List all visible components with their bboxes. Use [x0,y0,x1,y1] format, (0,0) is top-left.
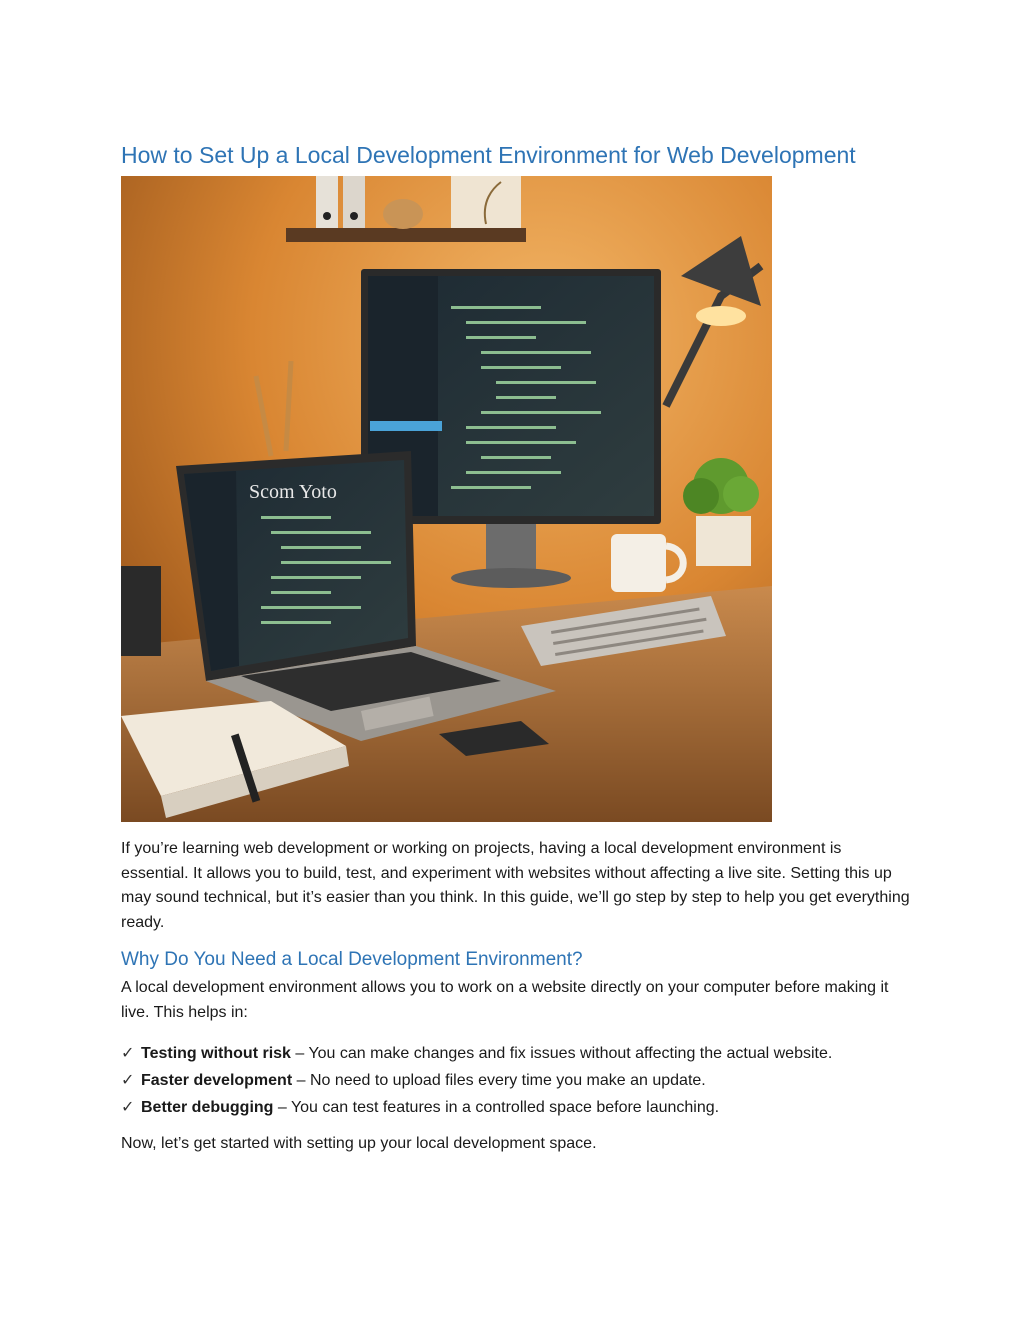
benefit-desc: – No need to upload files every time you make an update. [292,1072,706,1089]
laptop-screen-text: Scom Yoto [249,481,337,503]
list-item [121,1094,941,1121]
check-icon: ✓ [121,1072,135,1089]
hero-image [121,176,772,822]
section-heading: Why Do You Need a Local Development Environment? [121,949,583,970]
closing-paragraph: Now, let’s get started with setting up your local development space. [121,1135,597,1152]
intro-paragraph: If you’re learning web development or working on projects, having a local development environment is essential. It allows you to build, test, and experiment with websites without affecting a live site. Setting this up may sound technical, but it’s easier than you think. In this guide, we’ll go step by step to help you get everything ready. [121,840,910,931]
benefit-label: Better debugging [141,1099,274,1116]
check-icon: ✓ [121,1045,135,1062]
page-title: How to Set Up a Local Development Environment for Web Development [121,142,856,168]
benefit-label: Testing without risk [141,1045,291,1062]
benefit-desc: – You can make changes and fix issues without affecting the actual website. [290,1045,833,1062]
benefits-list [121,1040,941,1121]
benefit-label: Faster development [141,1072,293,1089]
check-icon: ✓ [121,1099,135,1116]
section-text: A local development environment allows you to work on a website directly on your computer before making it live. This helps in: [121,979,889,1021]
list-item [121,1067,941,1094]
list-item [121,1040,941,1067]
benefit-desc: – You can test features in a controlled space before launching. [273,1099,720,1116]
